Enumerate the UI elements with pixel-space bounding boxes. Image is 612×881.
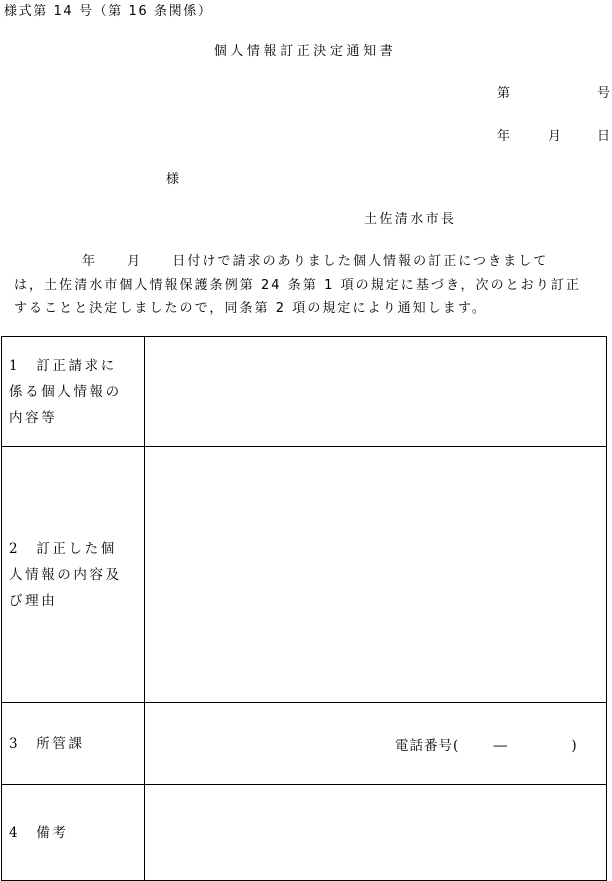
label-line: 1 訂正請求に xyxy=(9,357,117,374)
value-cell-correction-request[interactable] xyxy=(145,337,607,447)
issuer-name: 土佐清水市長 xyxy=(364,212,457,227)
label-line: 2 訂正した個 xyxy=(9,540,117,557)
label-line: 内容等 xyxy=(9,409,58,426)
label-line: 人情報の内容及 xyxy=(9,566,122,583)
form-number: 様式第 14 号（第 16 条関係） xyxy=(4,4,213,19)
value-cell-remarks[interactable] xyxy=(145,785,607,881)
row-label-department: 3 所管課 xyxy=(2,703,145,785)
body-text-line-2: は，土佐清水市個人情報保護条例第 24 条第 1 項の規定に基づき，次のとおり訂正 xyxy=(14,278,581,293)
date-day-label: 日 xyxy=(597,129,612,144)
body-text-line-3: することと決定しましたので，同条第 2 項の規定により通知します。 xyxy=(14,301,487,316)
body-text-line-1: 年 月 日付けで請求のありました個人情報の訂正につきまして xyxy=(82,254,549,269)
table-row-corrected-content xyxy=(2,447,607,703)
label-line: び理由 xyxy=(9,592,58,609)
document-number-label: 第 xyxy=(497,86,512,101)
table-row-department xyxy=(2,703,607,785)
table-row-remarks xyxy=(2,785,607,881)
label-line: 係る個人情報の xyxy=(9,383,122,400)
row-label-correction-request xyxy=(2,337,145,447)
date-year-label: 年 xyxy=(497,129,512,144)
document-title: 個人情報訂正決定通知書 xyxy=(213,44,397,59)
row-label-remarks: 4 備考 xyxy=(2,785,145,881)
table-row-correction-request xyxy=(2,337,607,447)
value-cell-corrected-content[interactable] xyxy=(145,447,607,703)
addressee-suffix: 様 xyxy=(166,172,181,187)
row-label-corrected-content xyxy=(2,447,145,703)
notification-table xyxy=(1,336,607,881)
phone-number-field: 電話番号( ― ) xyxy=(395,737,578,754)
document-number-suffix: 号 xyxy=(597,86,612,101)
value-cell-department[interactable] xyxy=(145,703,607,785)
date-month-label: 月 xyxy=(548,129,563,144)
